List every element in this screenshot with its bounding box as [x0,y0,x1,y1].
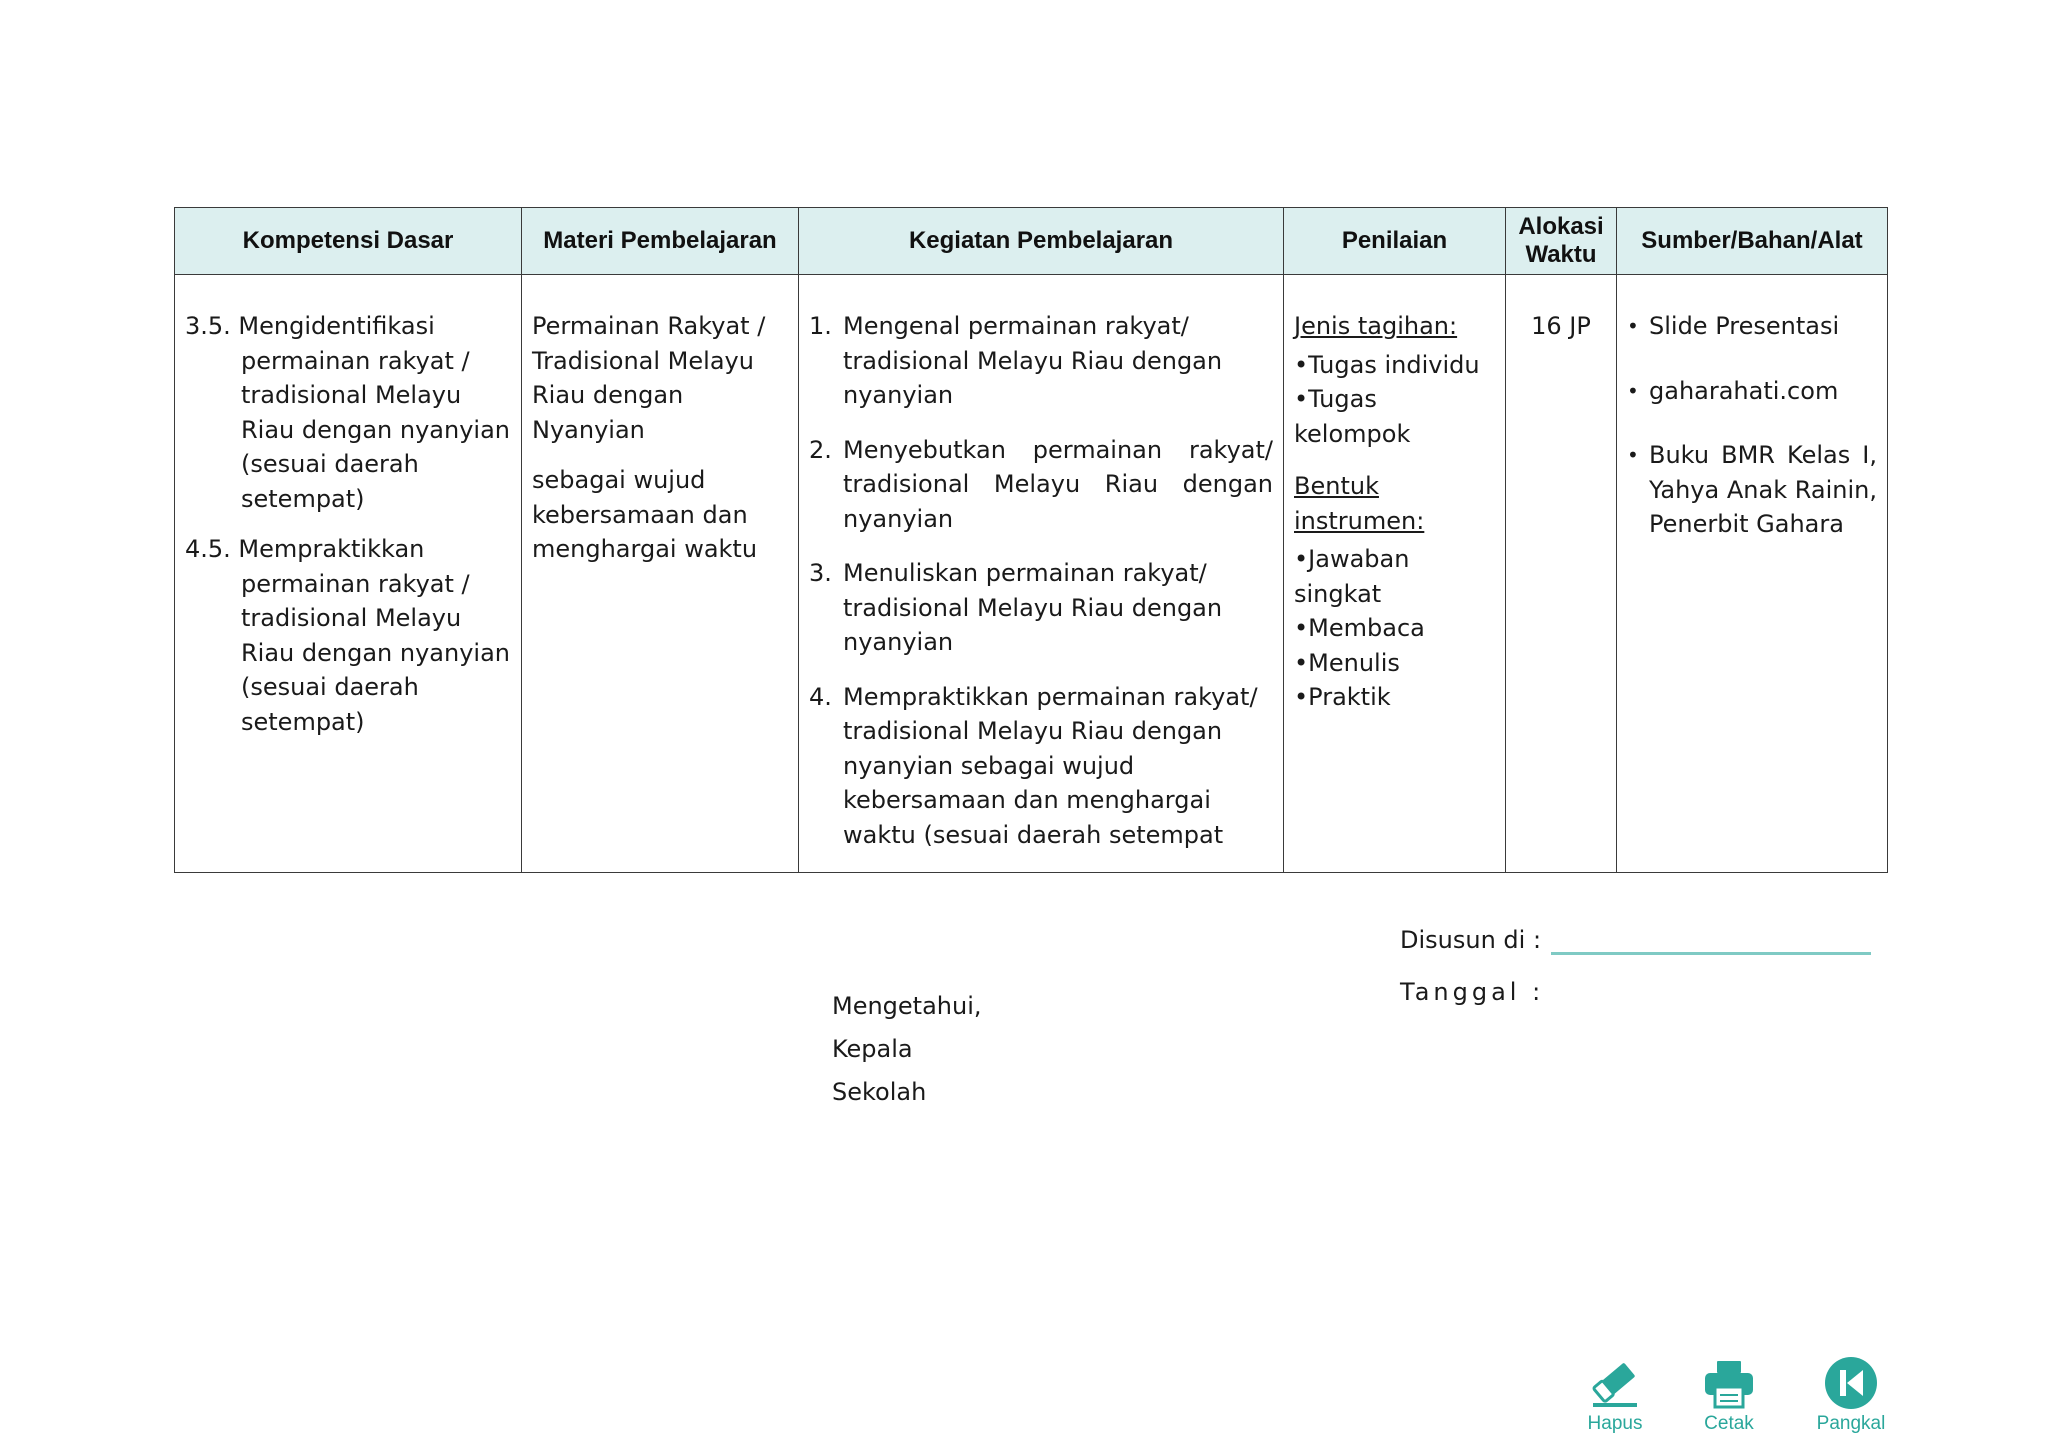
cell-alokasi: 16 JP [1506,275,1617,873]
mengetahui-text: Mengetahui, [832,992,982,1020]
cell-penilaian [1284,275,1506,873]
pangkal-button[interactable] [1806,1355,1896,1435]
materi-item: sebagai wujud kebersamaan dan menghargai waktu [532,466,758,563]
materi-item: Permainan Rakyat / Tradisional Melayu Riau dengan Nyanyian [532,312,766,444]
penilaian-jenis-label: Jenis tagihan: [1294,312,1458,340]
penilaian-jenis-item: • Tugas kelompok [1294,382,1495,451]
table-header-row [175,208,1888,275]
header-alokasi-line1: Alokasi [1518,213,1604,240]
kegiatan-item: 3. Menuliskan permainan rakyat/ tradisional Melayu Riau dengan nyanyian [809,559,1223,656]
kegiatan-item: 2. Menyebutkan permainan rakyat/ tradisional Melayu Riau dengan nyanyian [809,435,1273,533]
cell-kompetensi-dasar [175,275,522,873]
kegiatan-item: 4. Mempraktikkan permainan rakyat/ tradisional Melayu Riau dengan nyanyian sebagai wujud kebersamaan dan menghargai waktu (sesuai daerah setempat [809,682,1258,849]
penilaian-jenis-item: • Tugas individu [1294,348,1495,383]
kepala-text: Kepala [832,1035,913,1063]
cell-materi [522,275,799,873]
header-kegiatan: Kegiatan Pembelajaran [799,208,1284,275]
header-penilaian: Penilaian [1284,208,1506,275]
header-alokasi-line2: Waktu [1525,241,1597,268]
printer-icon [1701,1355,1757,1411]
cetak-label: Cetak [1704,1413,1754,1434]
eraser-icon [1587,1355,1643,1411]
penilaian-bentuk-item: • Jawaban singkat [1294,542,1495,611]
penilaian-bentuk-item: • Menulis [1294,646,1495,681]
penilaian-bentuk-item: • Membaca [1294,611,1495,646]
sumber-item: • gaharahati.com [1627,374,1877,409]
penilaian-bentuk-item: • Praktik [1294,680,1495,715]
header-kompetensi-dasar: Kompetensi Dasar [175,208,522,275]
cell-sumber [1617,275,1888,873]
cetak-button[interactable] [1684,1355,1774,1435]
sekolah-text: Sekolah [832,1078,927,1106]
cell-kegiatan [799,275,1284,873]
disusun-label: Disusun di : [1400,926,1542,954]
kegiatan-item: 1. Mengenal permainan rakyat/ tradisional Melayu Riau dengan nyanyian [809,312,1223,409]
disusun-input-line[interactable] [1551,952,1871,955]
kd-item: 3.5. Mengidentifikasi permainan rakyat / tradisional Melayu Riau dengan nyanyian (sesuai daerah setempat) [185,312,511,513]
sumber-item: • Buku BMR Kelas I, Yahya Anak Rainin, Penerbit Gahara [1627,438,1877,542]
hapus-label: Hapus [1587,1413,1643,1434]
kd-item: 4.5. Mempraktikkan permainan rakyat / tradisional Melayu Riau dengan nyanyian (sesuai daerah setempat) [185,535,511,736]
header-alokasi [1506,208,1617,275]
pangkal-label: Pangkal [1816,1413,1886,1434]
table-row [175,275,1888,873]
tanggal-label: Tanggal : [1400,978,1545,1006]
lesson-plan-table [174,207,1888,873]
penilaian-bentuk-label: Bentuk instrumen: [1294,472,1425,535]
header-materi: Materi Pembelajaran [522,208,799,275]
sumber-item: • Slide Presentasi [1627,309,1877,344]
hapus-button[interactable] [1570,1355,1660,1435]
skip-to-start-icon [1823,1355,1879,1411]
header-sumber: Sumber/Bahan/Alat [1617,208,1888,275]
